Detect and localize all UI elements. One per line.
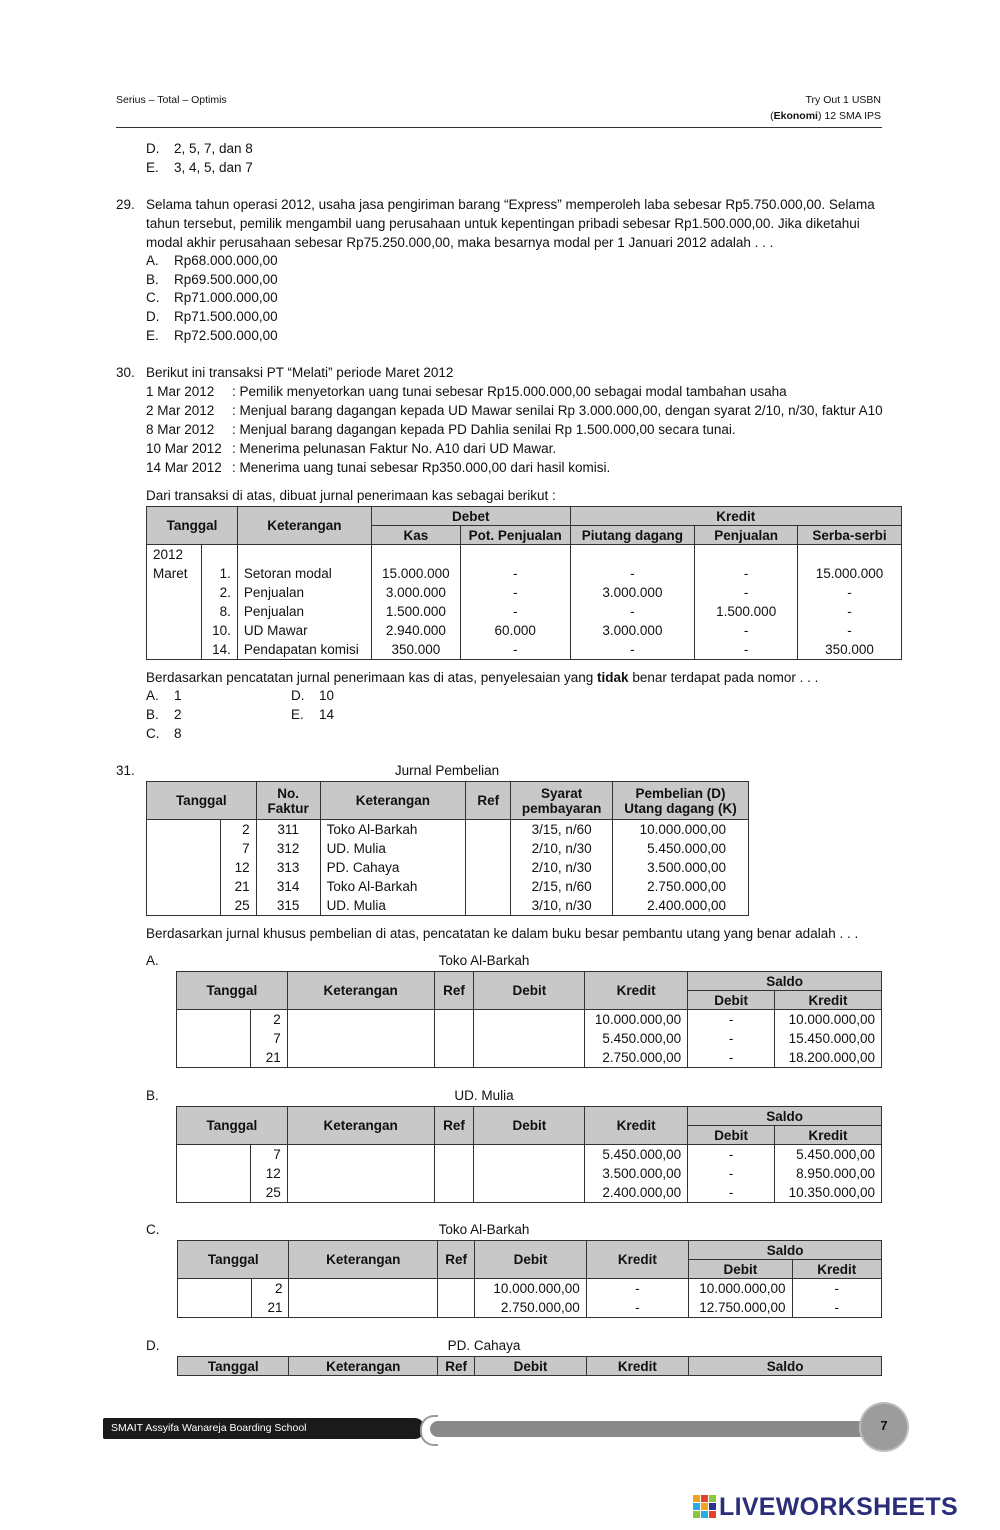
q31-option-a-letter: A. xyxy=(146,953,159,968)
ledger-table-c xyxy=(177,1240,882,1318)
th-keterangan: Keterangan xyxy=(287,972,434,1010)
th-tanggal: Tanggal xyxy=(147,507,238,545)
q29-option-c: C. Rp71.000.000,00 xyxy=(146,290,278,305)
q29-line-3: modal akhir perusahaan sebesar Rp75.250.000,00, maka besarnya modal per 1 Januari 2012 adalah . . . xyxy=(146,235,774,250)
q30-transaction: 8 Mar 2012 : Menjual barang dagangan kepada PD Dahlia senilai Rp 1.500.000,00 secara tunai. xyxy=(146,422,736,437)
th-keterangan: Keterangan xyxy=(320,782,466,820)
header-right-top: Try Out 1 USBN xyxy=(805,94,881,106)
th-ref: Ref xyxy=(438,1241,475,1279)
th-kredit: Kredit xyxy=(570,507,901,526)
th-penjualan: Penjualan xyxy=(695,526,798,545)
footer-school-name: SMAIT Assyifa Wanareja Boarding School xyxy=(111,1422,307,1434)
q30-option-e: E. 14 xyxy=(291,707,335,722)
table-row: Maret 1. Setoran modal 15.000.000 - - - 15.000.000 xyxy=(147,564,902,583)
th-debit: Debit xyxy=(474,972,585,1010)
th-debit: Debit xyxy=(475,1357,586,1376)
purchase-journal-table xyxy=(146,781,749,916)
th-syarat: Syarat pembayaran xyxy=(511,782,613,820)
q29-line-2: tahun tersebut, pemilik mengambil uang perusahaan untuk kepentingan pribadi sebesar Rp1.500.000,00. Jika diketahui xyxy=(146,216,860,231)
table-row: 2 10.000.000,00 - 10.000.000,00 xyxy=(177,1010,882,1030)
q29-line-1: Selama tahun operasi 2012, usaha jasa pengiriman barang “Express” memperoleh laba sebesar Rp5.750.000,00. Selama xyxy=(146,197,875,212)
th-serba-serbi: Serba-serbi xyxy=(798,526,902,545)
q31-title: Jurnal Pembelian xyxy=(394,763,500,778)
th-ref: Ref xyxy=(466,782,511,820)
footer-school-bar xyxy=(103,1418,425,1439)
table-row: 12 313 PD. Cahaya 2/10, n/30 3.500.000,00 xyxy=(147,858,749,877)
q31-option-b-letter: B. xyxy=(146,1088,159,1103)
liveworksheets-logo-icon xyxy=(693,1495,717,1519)
th-kredit: Kredit xyxy=(585,972,688,1010)
th-saldo-kredit: Kredit xyxy=(792,1260,881,1279)
table-row: 2 10.000.000,00 - 10.000.000,00 - xyxy=(178,1279,882,1299)
th-debet: Debet xyxy=(371,507,570,526)
q31-option-b-title: UD. Mulia xyxy=(454,1088,514,1103)
q29-option-b: B. Rp69.500.000,00 xyxy=(146,272,278,287)
table-row: 12 3.500.000,00 - 8.950.000,00 xyxy=(177,1164,882,1183)
ledger-table-a xyxy=(176,971,882,1068)
th-kredit: Kredit xyxy=(586,1357,688,1376)
th-kredit: Kredit xyxy=(585,1107,688,1145)
table-row: 7 5.450.000,00 - 15.450.000,00 xyxy=(177,1029,882,1048)
th-ref: Ref xyxy=(434,972,474,1010)
page-number-badge xyxy=(861,1404,907,1450)
th-keterangan: Keterangan xyxy=(287,1107,434,1145)
table-row: 14. Pendapatan komisi 350.000 - - - 350.000 xyxy=(147,640,902,660)
page-number: 7 xyxy=(880,1418,888,1433)
th-tanggal: Tanggal xyxy=(147,782,257,820)
th-saldo-kredit: Kredit xyxy=(774,991,881,1010)
th-pot-penjualan: Pot. Penjualan xyxy=(460,526,570,545)
liveworksheets-watermark: LIVEWORKSHEETS xyxy=(719,1493,958,1521)
q29-option-a: A. Rp68.000.000,00 xyxy=(146,253,278,268)
table-row: 21 314 Toko Al-Barkah 2/15, n/60 2.750.000,00 xyxy=(147,877,749,896)
q31-option-c-title: Toko Al-Barkah xyxy=(438,1222,530,1237)
th-kredit: Kredit xyxy=(586,1241,688,1279)
th-debit: Debit xyxy=(475,1241,586,1279)
th-kas: Kas xyxy=(371,526,460,545)
table-row: 25 2.400.000,00 - 10.350.000,00 xyxy=(177,1183,882,1203)
th-saldo: Saldo xyxy=(688,972,882,991)
th-saldo-debit: Debit xyxy=(688,1126,775,1145)
q29-option-e: E. Rp72.500.000,00 xyxy=(146,328,278,343)
th-ref: Ref xyxy=(438,1357,475,1376)
ledger-table-d xyxy=(177,1356,882,1376)
table-row: 2012 xyxy=(147,545,902,565)
th-piutang-dagang: Piutang dagang xyxy=(570,526,695,545)
th-pembelian: Pembelian (D) Utang dagang (K) xyxy=(613,782,749,820)
q30-transaction: 2 Mar 2012 : Menjual barang dagangan kepada UD Mawar senilai Rp 3.000.000,00, dengan syarat 2/10, n/30, faktur A10 xyxy=(146,403,883,418)
q30-transaction: 1 Mar 2012 : Pemilik menyetorkan uang tunai sebesar Rp15.000.000,00 sebagai modal tambahan usaha xyxy=(146,384,787,399)
table-row: 21 2.750.000,00 - 18.200.000,00 xyxy=(177,1048,882,1068)
prev-option-d: D. 2, 5, 7, dan 8 xyxy=(146,141,253,156)
footer-gray-bar xyxy=(430,1421,867,1437)
q29-number: 29. xyxy=(116,197,135,212)
table-row: 7 5.450.000,00 - 5.450.000,00 xyxy=(177,1145,882,1165)
table-row: 8. Penjualan 1.500.000 - - 1.500.000 - xyxy=(147,602,902,621)
th-saldo: Saldo xyxy=(689,1357,882,1376)
q30-option-d: D. 10 xyxy=(291,688,335,703)
table-row: 7 312 UD. Mulia 2/10, n/30 5.450.000,00 xyxy=(147,839,749,858)
th-no-faktur: No. Faktur xyxy=(256,782,320,820)
table-row: 2 311 Toko Al-Barkah 3/15, n/60 10.000.000,00 xyxy=(147,820,749,840)
cash-receipts-journal-table xyxy=(146,506,902,660)
th-debit: Debit xyxy=(474,1107,585,1145)
th-keterangan: Keterangan xyxy=(237,507,371,545)
q30-option-b: B. 2 xyxy=(146,707,182,722)
q31-option-a-title: Toko Al-Barkah xyxy=(438,953,530,968)
th-saldo: Saldo xyxy=(689,1241,882,1260)
q30-intro: Berikut ini transaksi PT “Melati” periode Maret 2012 xyxy=(146,365,454,380)
prev-option-e: E. 3, 4, 5, dan 7 xyxy=(146,160,253,175)
q30-transaction: 14 Mar 2012 : Menerima uang tunai sebesar Rp350.000,00 dari hasil komisi. xyxy=(146,460,611,475)
table-row: 2. Penjualan 3.000.000 - 3.000.000 - - xyxy=(147,583,902,602)
ledger-table-b xyxy=(176,1106,882,1203)
table-row: 25 315 UD. Mulia 3/10, n/30 2.400.000,00 xyxy=(147,896,749,916)
q31-number: 31. xyxy=(116,763,135,778)
th-tanggal: Tanggal xyxy=(177,1107,288,1145)
th-tanggal: Tanggal xyxy=(178,1357,289,1376)
q31-option-c-letter: C. xyxy=(146,1222,160,1237)
q30-option-a: A. 1 xyxy=(146,688,182,703)
q31-question: Berdasarkan jurnal khusus pembelian di atas, pencatatan ke dalam buku besar pembantu utang yang benar adalah . . . xyxy=(146,926,859,941)
q31-option-d-letter: D. xyxy=(146,1338,160,1353)
header-right-bottom: (Ekonomi) 12 SMA IPS xyxy=(770,110,881,122)
q30-number: 30. xyxy=(116,365,135,380)
q30-transaction: 10 Mar 2012 : Menerima pelunasan Faktur No. A10 dari UD Mawar. xyxy=(146,441,557,456)
th-saldo-kredit: Kredit xyxy=(774,1126,881,1145)
q31-option-d-title: PD. Cahaya xyxy=(447,1338,521,1353)
table-row: 21 2.750.000,00 - 12.750.000,00 - xyxy=(178,1298,882,1318)
header-divider xyxy=(116,127,882,128)
q30-option-c: C. 8 xyxy=(146,726,182,741)
header-left: Serius – Total – Optimis xyxy=(116,94,227,106)
q29-option-d: D. Rp71.500.000,00 xyxy=(146,309,278,324)
th-keterangan: Keterangan xyxy=(289,1357,438,1376)
th-keterangan: Keterangan xyxy=(289,1241,438,1279)
th-ref: Ref xyxy=(434,1107,474,1145)
th-saldo-debit: Debit xyxy=(688,991,775,1010)
th-saldo-debit: Debit xyxy=(689,1260,792,1279)
q30-table-intro: Dari transaksi di atas, dibuat jurnal penerimaan kas sebagai berikut : xyxy=(146,488,556,503)
th-saldo: Saldo xyxy=(688,1107,882,1126)
q30-question: Berdasarkan pencatatan jurnal penerimaan kas di atas, penyelesaian yang tidak benar terdapat pada nomor . . . xyxy=(146,670,819,685)
th-tanggal: Tanggal xyxy=(177,972,288,1010)
table-row: 10. UD Mawar 2.940.000 60.000 3.000.000 - - xyxy=(147,621,902,640)
th-tanggal: Tanggal xyxy=(178,1241,289,1279)
